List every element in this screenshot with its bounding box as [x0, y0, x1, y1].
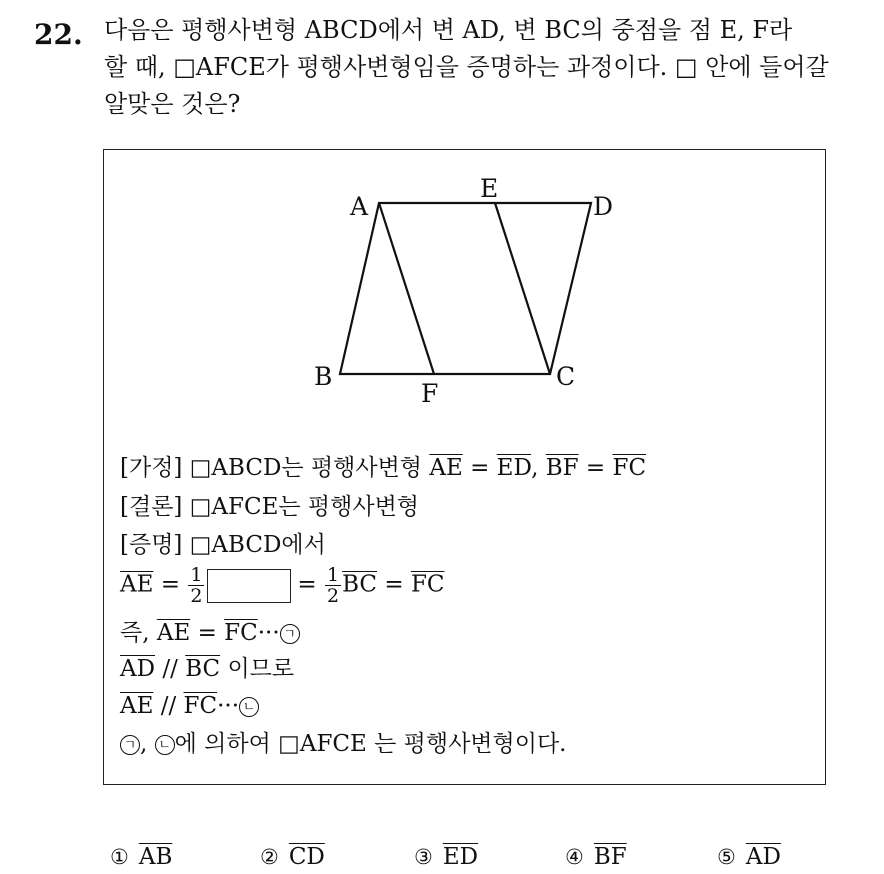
- conclusion-label: [결론]: [120, 494, 183, 520]
- question-text-line-3: 알맞은 것은?: [104, 90, 241, 118]
- proof-text: □ABCD에서: [189, 532, 326, 558]
- fraction-one-half: [325, 565, 341, 606]
- segment-ae: $\overline{AE}$: [156, 620, 191, 646]
- proof-start-line: [120, 530, 326, 560]
- line-suffix: 이므로: [227, 656, 295, 682]
- segment-ec: [495, 203, 550, 374]
- circled-mark-2: ㄴ: [239, 697, 259, 717]
- fraction-denominator: 2: [190, 585, 203, 607]
- choice-text: $\overline{AD}$: [745, 844, 781, 870]
- segment-ae: $\overline{AE}$: [120, 571, 154, 598]
- segment-ae: $\overline{AE}$: [120, 693, 154, 719]
- equals-sign: =: [297, 571, 317, 598]
- choice-2[interactable]: [260, 842, 325, 872]
- proof-final-line: [120, 729, 566, 759]
- circled-mark-1: ㄱ: [280, 624, 300, 644]
- answer-blank-box: [207, 569, 291, 603]
- line-prefix: 즉,: [120, 620, 150, 646]
- segment-ad: $\overline{AD}$: [120, 656, 156, 682]
- conclusion-text: □AFCE는 평행사변형: [189, 494, 420, 520]
- point-label-b: B: [314, 362, 333, 391]
- choice-4[interactable]: [565, 842, 627, 872]
- choice-text: $\overline{CD}$: [288, 844, 325, 870]
- comma: ,: [140, 731, 148, 757]
- choice-text: $\overline{ED}$: [442, 844, 479, 870]
- comma: ,: [531, 455, 539, 481]
- segment-ed: $\overline{ED}$: [496, 455, 532, 481]
- question-text-line-2: 할 때, □AFCE가 평행사변형임을 증명하는 과정이다. □ 안에 들어갈: [104, 53, 829, 81]
- choice-number: ②: [260, 845, 279, 869]
- proof-result-line-1: [120, 618, 300, 648]
- segment-fc: $\overline{FC}$: [224, 620, 258, 646]
- segment-bf: $\overline{BF}$: [545, 455, 579, 481]
- equals-sign: =: [470, 455, 490, 481]
- parallel-sign: //: [160, 693, 177, 719]
- equals-sign: =: [384, 571, 404, 598]
- choice-number: ③: [414, 845, 433, 869]
- segment-fc: $\overline{FC}$: [410, 571, 445, 598]
- proof-equation-line: [120, 565, 445, 606]
- assumption-label: [가정]: [120, 455, 183, 481]
- dots: ···: [217, 693, 240, 719]
- choice-number: ①: [110, 845, 129, 869]
- equals-sign: =: [160, 571, 180, 598]
- segment-ae: $\overline{AE}$: [429, 455, 463, 481]
- choice-text: $\overline{BF}$: [593, 844, 627, 870]
- fraction-numerator: 1: [190, 564, 203, 586]
- choice-number: ④: [565, 845, 584, 869]
- choice-text: $\overline{AB}$: [138, 844, 173, 870]
- equals-sign: =: [197, 620, 217, 646]
- segment-bc: $\overline{BC}$: [342, 571, 378, 598]
- assumption-text: □ABCD는 평행사변형: [189, 455, 423, 481]
- point-label-d: D: [593, 192, 614, 221]
- proof-assumption-line: [120, 453, 646, 483]
- fraction-numerator: 1: [327, 564, 340, 586]
- parallel-sign: //: [162, 656, 178, 682]
- parallelogram-abcd: [340, 203, 591, 374]
- equals-sign: =: [585, 455, 606, 481]
- point-label-a: A: [350, 192, 369, 221]
- final-statement: 에 의하여 □AFCE 는 평행사변형이다.: [174, 731, 567, 757]
- choice-number: ⑤: [717, 845, 736, 869]
- fraction-denominator: 2: [327, 585, 340, 607]
- dots: ···: [257, 620, 280, 646]
- choice-1[interactable]: [110, 842, 172, 872]
- circled-mark-2: ㄴ: [155, 735, 175, 755]
- question-text-line-1: 다음은 평행사변형 ABCD에서 변 AD, 변 BC의 중점을 점 E, F라: [104, 16, 793, 44]
- point-label-e: E: [480, 174, 499, 203]
- proof-conclusion-line: [120, 492, 419, 522]
- point-label-f: F: [421, 379, 439, 408]
- proof-result-line-2: [120, 691, 259, 721]
- segment-fc: $\overline{FC}$: [612, 455, 647, 481]
- fraction-one-half: [188, 565, 204, 606]
- segment-fc: $\overline{FC}$: [183, 693, 218, 719]
- proof-label: [증명]: [120, 532, 183, 558]
- segment-bc: $\overline{BC}$: [185, 656, 221, 682]
- point-label-c: C: [556, 362, 576, 391]
- choice-3[interactable]: [414, 842, 478, 872]
- question-number: 22.: [34, 18, 83, 51]
- segment-af: [379, 203, 434, 374]
- circled-mark-1: ㄱ: [120, 735, 140, 755]
- proof-parallel-line: [120, 654, 294, 684]
- choice-5[interactable]: [717, 842, 781, 872]
